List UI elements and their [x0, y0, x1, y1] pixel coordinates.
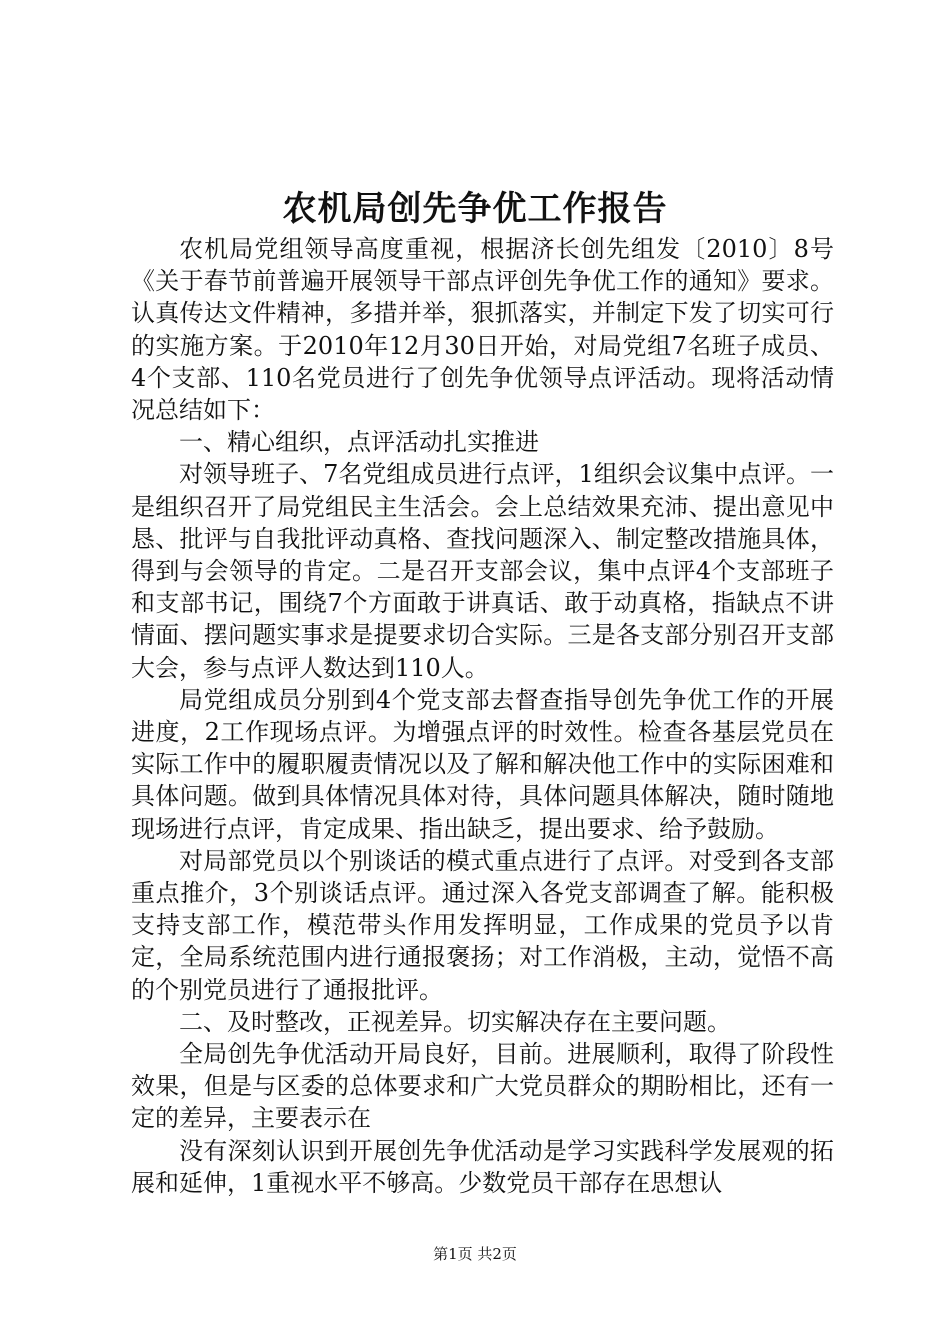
- section-heading-2: 二、及时整改，正视差异。切实解决存在主要问题。: [179, 1007, 731, 1036]
- document-body: [131, 233, 834, 1199]
- paragraph-progress: 全局创先争优活动开局良好，目前。进展顺利，取得了阶段性效果，但是与区委的总体要求和广大党员群众的期盼相比，还有一定的差异，主要表示在: [131, 1040, 834, 1133]
- paragraph-problems: 没有深刻认识到开展创先争优活动是学习实践科学发展观的拓展和延伸，1重视水平不够高。少数党员干部存在思想认: [131, 1136, 834, 1197]
- paragraph-individual-talks: 对局部党员以个别谈话的模式重点进行了点评。对受到各支部重点推介，3个别谈话点评。通过深入各党支部调查了解。能积极支持支部工作，模范带头作用发挥明显，工作成果的党员予以肯定，全局系统范围内进行通报褒扬；对工作消极，主动，觉悟不高的个别党员进行了通报批评。: [131, 846, 834, 1004]
- paragraph-intro: 农机局党组领导高度重视，根据济长创先组发〔2010〕8号《关于春节前普遍开展领导干部点评创先争优工作的通知》要求。认真传达文件精神，多措并举，狠抓落实，并制定下发了切实可行的实施方案。于2010年12月30日开始，对局党组7名班子成员、4个支部、110名党员进行了创先争优领导点评活动。现将活动情况总结如下：: [131, 235, 834, 425]
- section-heading-1: 一、精心组织，点评活动扎实推进: [179, 428, 539, 457]
- document-title: 农机局创先争优工作报告: [282, 189, 668, 229]
- paragraph-onsite-review: 局党组成员分别到4个党支部去督查指导创先争优工作的开展进度，2工作现场点评。为增强点评的时效性。检查各基层党员在实际工作中的履职履责情况以及了解和解决他工作中的实际困难和具体问题。做到具体情况具体对待，具体问题具体解决，随时随地现场进行点评，肯定成果、指出缺乏，提出要求、给予鼓励。: [131, 685, 834, 843]
- paragraph-leadership-review: 对领导班子、7名党组成员进行点评，1组织会议集中点评。一是组织召开了局党组民主生活会。会上总结效果充沛、提出意见中恳、批评与自我批评动真格、查找问题深入、制定整改措施具体，得到与会领导的肯定。二是召开支部会议，集中点评4个支部班子和支部书记，围绕7个方面敢于讲真话、敢于动真格，指缺点不讲情面、摆问题实事求是提要求切合实际。三是各支部分别召开支部大会，参与点评人数达到110人。: [131, 460, 834, 682]
- page-number-footer: 第1页 共2页: [433, 1245, 517, 1263]
